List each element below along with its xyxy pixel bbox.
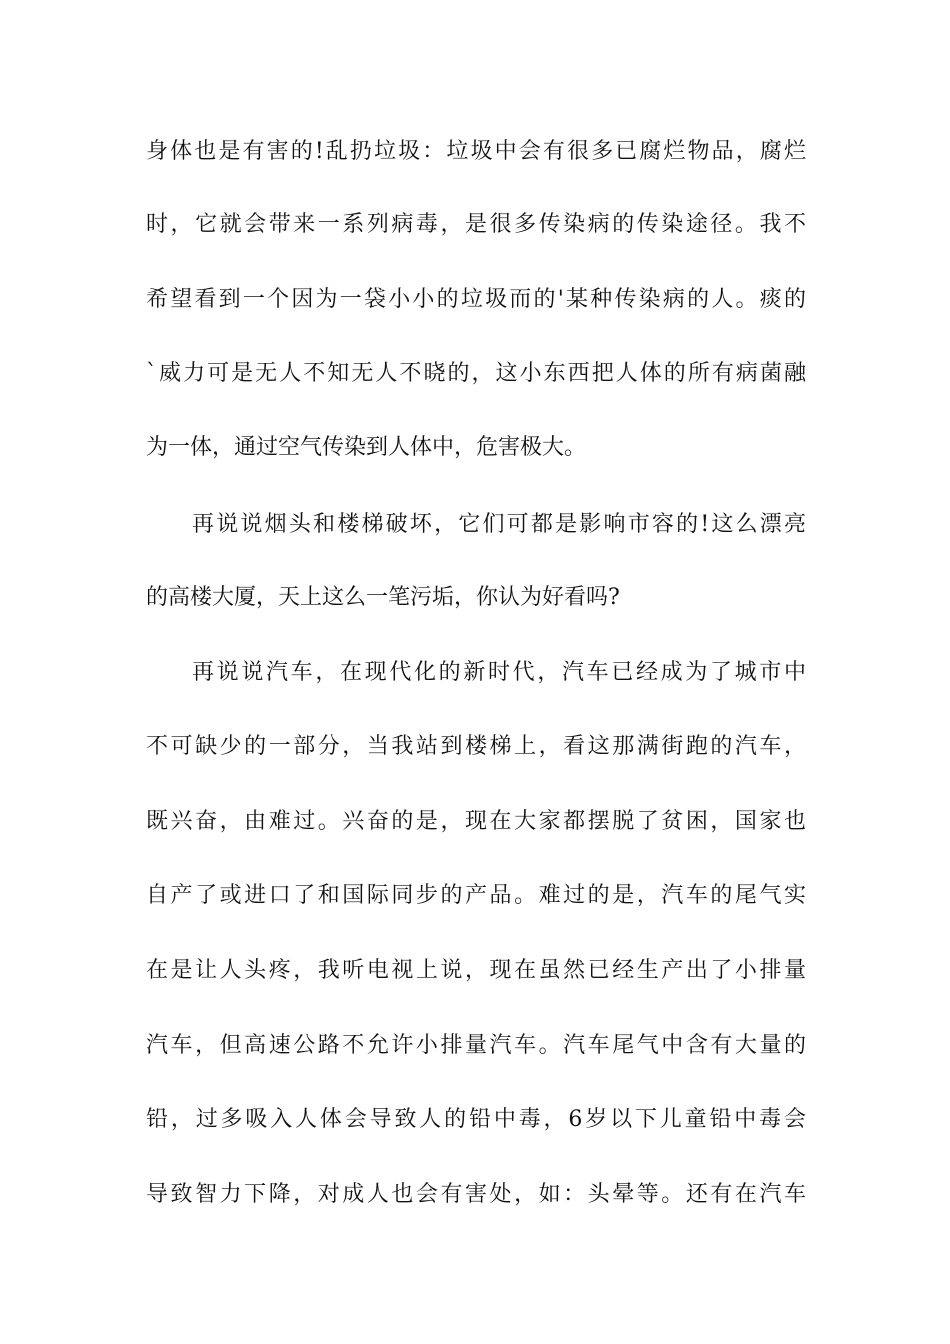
paragraph-line-10: 既兴奋，由难过。兴奋的是，现在大家都摆脱了贫困，国家也	[146, 809, 806, 834]
paragraph-line-13: 汽车，但高速公路不允许小排量汽车。汽车尾气中含有大量的	[146, 1033, 806, 1058]
paragraph-line-8: 再说说汽车，在现代化的新时代，汽车已经成为了城市中	[192, 660, 806, 685]
paragraph-line-7: 的高楼大厦，天上这么一笔污垢，你认为好看吗?	[146, 585, 620, 610]
paragraph-line-2: 时，它就会带来一系列病毒，是很多传染病的传染途径。我不	[146, 212, 806, 237]
paragraph-line-1: 身体也是有害的!乱扔垃圾：垃圾中会有很多已腐烂物品，腐烂	[146, 139, 806, 164]
paragraph-line-11: 自产了或进口了和国际同步的产品。难过的是，汽车的尾气实	[146, 883, 806, 908]
paragraph-line-5: 为一体，通过空气传染到人体中，危害极大。	[146, 435, 587, 460]
paragraph-line-14: 铅，过多吸入人体会导致人的铅中毒，6岁以下儿童铅中毒会	[146, 1107, 806, 1132]
paragraph-line-9: 不可缺少的一部分，当我站到楼梯上，看这那满街跑的汽车，	[146, 734, 806, 759]
paragraph-line-6: 再说说烟头和楼梯破坏，它们可都是影响市容的!这么漂亮	[192, 512, 806, 537]
paragraph-line-12: 在是让人头疼，我听电视上说，现在虽然已经生产出了小排量	[146, 958, 806, 983]
paragraph-line-4: `威力可是无人不知无人不晓的，这小东西把人体的所有病菌融	[146, 361, 806, 386]
paragraph-line-15: 导致智力下降，对成人也会有害处，如：头晕等。还有在汽车	[146, 1182, 806, 1207]
paragraph-line-3: 希望看到一个因为一袋小小的垃圾而的'某种传染病的人。痰的	[146, 287, 806, 312]
